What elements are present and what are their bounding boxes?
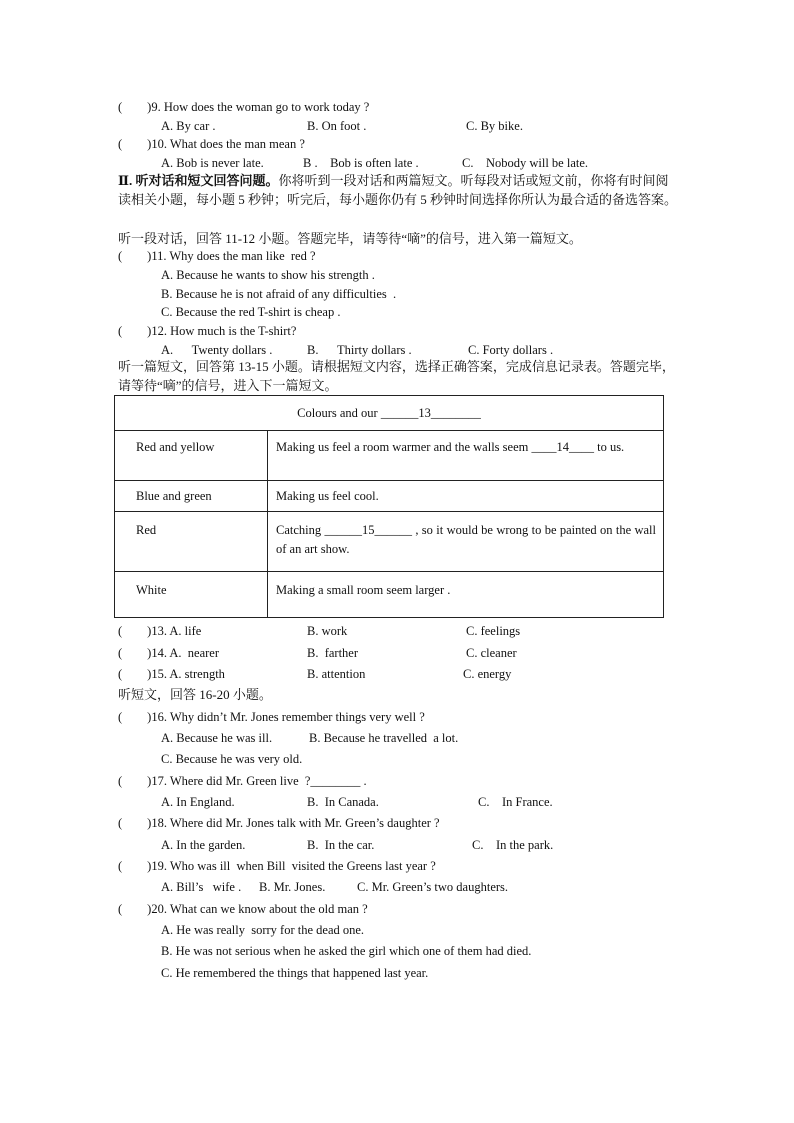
- question-10-option-b: B . Bob is often late .: [303, 156, 419, 170]
- question-20-option-a: A. He was really sorry for the dead one.: [161, 923, 365, 937]
- question-9-option-a: A. By car .: [161, 119, 216, 133]
- question-11-option-a: A. Because he wants to show his strength .: [161, 268, 375, 282]
- question-16-option-b: B. Because he travelled a lot.: [309, 731, 459, 745]
- table-description: Making a small room seem larger .: [276, 583, 451, 597]
- question-20-stem: ( )20. What can we know about the old man ?: [118, 902, 368, 916]
- question-15-option-c: C. energy: [463, 667, 512, 681]
- question-9-option-b: B. On foot .: [307, 119, 367, 133]
- question-12-option-c: C. Forty dollars .: [468, 343, 554, 357]
- question-12-stem: ( )12. How much is the T-shirt?: [118, 324, 297, 338]
- question-18-stem: ( )18. Where did Mr. Jones talk with Mr. Green’s daughter ?: [118, 816, 440, 830]
- question-15-stem: ( )15. A. strength: [118, 667, 225, 681]
- table-row: [115, 571, 663, 618]
- question-11-option-c: C. Because the red T-shirt is cheap .: [161, 305, 341, 319]
- passage-1-intro: 听一篇短文，回答第 13-15 小题。请根据短文内容，选择正确答案，完成信息记录表。答题完毕，请等待“嘀”的信号，进入下一篇短文。: [118, 359, 675, 393]
- question-19-option-b: B. Mr. Jones.: [259, 880, 326, 894]
- table-title: Colours and our ______13________: [297, 406, 481, 420]
- question-16-option-c: C. Because he was very old.: [161, 752, 303, 766]
- table-row: [115, 511, 663, 572]
- question-10-option-a: A. Bob is never late.: [161, 156, 264, 170]
- question-15-option-b: B. attention: [307, 667, 366, 681]
- question-18-option-c: C. In the park.: [472, 838, 554, 852]
- question-19-option-a: A. Bill’s wife .: [161, 880, 242, 894]
- table-row: [115, 430, 663, 481]
- question-10-stem: ( )10. What does the man mean ?: [118, 137, 305, 151]
- question-14-option-c: C. cleaner: [466, 646, 517, 660]
- question-20-option-b: B. He was not serious when he asked the girl which one of them had died.: [161, 944, 532, 958]
- question-17-option-c: C. In France.: [478, 795, 553, 809]
- table-color: Red and yellow: [136, 440, 215, 454]
- dialog-intro: 听一段对话，回答 11-12 小题。答题完毕，请等待“嘀”的信号，进入第一篇短文。: [118, 231, 582, 246]
- question-19-option-c: C. Mr. Green’s two daughters.: [357, 880, 509, 894]
- question-18-option-b: B. In the car.: [307, 838, 375, 852]
- question-13-stem: ( )13. A. life: [118, 624, 202, 638]
- table-color: White: [136, 583, 167, 597]
- question-12-option-b: B. Thirty dollars .: [307, 343, 412, 357]
- table-color: Red: [136, 523, 157, 537]
- question-9-stem: ( )9. How does the woman go to work today ?: [118, 100, 370, 114]
- question-13-option-c: C. feelings: [466, 624, 521, 638]
- question-10-option-c: C. Nobody will be late.: [462, 156, 589, 170]
- table-description: Making us feel a room warmer and the walls seem ____14____ to us.: [276, 440, 625, 454]
- question-13-option-b: B. work: [307, 624, 348, 638]
- section-2-text: 你将听到一段对话和两篇短文。听每段对话或短文前，你将有时间阅读相关小题，每小题 5 秒钟；听完后，每小题你仍有 5 秒钟时间选择你所认为最合适的备选答案。: [118, 173, 678, 207]
- table-description: Catching ______15______ , so it would be wrong to be painted on the wall of an art show.: [276, 523, 656, 556]
- question-11-stem: ( )11. Why does the man like red ?: [118, 249, 316, 263]
- table-row: [115, 480, 663, 512]
- question-16-option-a: A. Because he was ill.: [161, 731, 273, 745]
- question-12-option-a: A. Twenty dollars .: [161, 343, 273, 357]
- section-2-title: Ⅱ. 听对话和短文回答问题。: [118, 173, 279, 188]
- question-11-option-b: B. Because he is not afraid of any difficulties .: [161, 287, 397, 301]
- question-18-option-a: A. In the garden.: [161, 838, 246, 852]
- question-19-stem: ( )19. Who was ill when Bill visited the Greens last year ?: [118, 859, 436, 873]
- question-20-option-c: C. He remembered the things that happened last year.: [161, 966, 429, 980]
- info-record-table: [114, 395, 664, 618]
- question-9-option-c: C. By bike.: [466, 119, 523, 133]
- passage-2-intro: 听短文，回答 16-20 小题。: [118, 687, 272, 702]
- section-2-instructions: [118, 171, 678, 209]
- question-14-stem: ( )14. A. nearer: [118, 646, 220, 660]
- question-17-option-a: A. In England.: [161, 795, 235, 809]
- table-color: Blue and green: [136, 489, 212, 503]
- question-17-option-b: B. In Canada.: [307, 795, 379, 809]
- table-description: Making us feel cool.: [276, 489, 379, 503]
- question-14-option-b: B. farther: [307, 646, 359, 660]
- question-16-stem: ( )16. Why didn’t Mr. Jones remember things very well ?: [118, 710, 425, 724]
- question-17-stem: ( )17. Where did Mr. Green live ?________ .: [118, 774, 367, 788]
